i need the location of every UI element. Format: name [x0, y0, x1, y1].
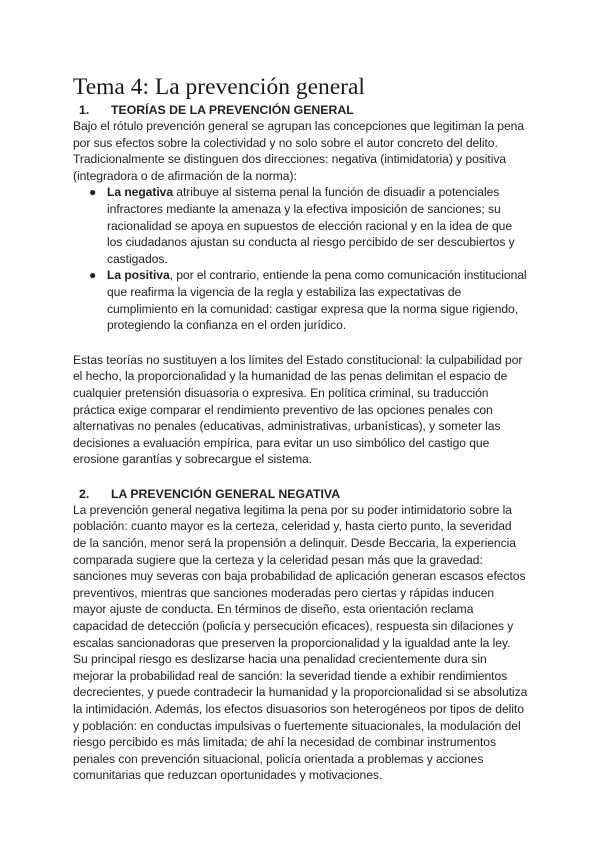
- spacer: [73, 468, 528, 486]
- document-page: [73, 72, 528, 784]
- bullet-icon: ●: [89, 268, 97, 283]
- bullet-text: atribuye al sistema penal la función de disuadir a potenciales infractores mediante la amenaza y la efectiva imposición de sanciones; su racionalidad se apoya en supuestos de elección racional y en la idea de que los ciudadanos ajustan su conducta al riesgo percibido de ser descubiertos y castigados.: [107, 185, 515, 266]
- section-body: La prevención general negativa legitima la pena por su poder intimidatorio sobre la población: cuanto mayor es la certeza, celeridad y, hasta cierto punto, la severidad de la sanción, menor será la propensión a delinquir. Desde Beccaria, la experiencia comparada sugiere que la certeza y la celeridad pesan más que la gravedad: sanciones muy severas con baja probabilidad de aplicación generan escasos efectos preventivos, mientras que sanciones moderadas pero ciertas y rápidas inducen mayor ajuste de conducta. En términos de diseño, esta orientación reclama capacidad de detección (policía y persecución eficaces), respuesta sin dilaciones y escalas sancionadoras que preserven la proporcionalidad y la igualdad ante la ley. Su principal riesgo es deslizarse hacia una penalidad crecientemente dura sin mejorar la probabilidad real de sanción: la severidad tiende a exhibir rendimientos decrecientes, y puede contradecir la humanidad y la proporcionalidad si se absolutiza la intimidación. Además, los efectos disuasorios son heterogéneos por tipos de delito y población: en conductas impulsivas o fuertemente situacionales, la modulación del riesgo percibido es más limitada; de ahí la necesidad de combinar instrumentos penales con prevención situacional, policía orientada a problemas y acciones comunitarias que reduzcan oportunidades y motivaciones.: [73, 502, 528, 783]
- section-title: TEORÍAS DE LA PREVENCIÓN GENERAL: [111, 103, 354, 117]
- section-number: 2.: [79, 486, 90, 501]
- list-item: [73, 184, 528, 267]
- section-2: [73, 486, 528, 784]
- bullet-term: La positiva: [107, 268, 170, 283]
- bullet-term: La negativa: [107, 185, 173, 200]
- section-1: [73, 102, 528, 468]
- section-closing: Estas teorías no sustituyen a los límites del Estado constitucional: la culpabilidad por el hecho, la proporcionalidad y la humanidad de las penas delimitan el espacio de cualquier pretensión disuasoria o expresiva. En política criminal, su traducción práctica exige comparar el rendimiento preventivo de las opciones penales con alternativas no penales (educativas, administrativas, urbanísticas), y someter las decisiones a evaluación empírica, para evitar un uso simbólico del castigo que erosione garantías y sobrecargue el sistema.: [73, 352, 523, 467]
- page-title: Tema 4: La prevención general: [73, 74, 365, 100]
- bullet-icon: ●: [89, 185, 97, 200]
- bullet-text: , por el contrario, entiende la pena como comunicación institucional que reafirma la vigencia de la regla y estabiliza las expectativas de cumplimiento en la comunidad: castigar expresa que la norma sigue rigiendo, protegiendo la confianza en el orden jurídico.: [107, 268, 527, 333]
- section-heading: [73, 486, 528, 502]
- spacer: [73, 334, 528, 352]
- section-number: 1.: [79, 103, 90, 117]
- section-title: LA PREVENCIÓN GENERAL NEGATIVA: [111, 486, 341, 501]
- section-intro: Bajo el rótulo prevención general se agrupan las concepciones que legitiman la pena por sus efectos sobre la colectividad y no solo sobre el autor concreto del delito. Tradicionalmente se distinguen dos direcciones: negativa (intimidatoria) y positiva (integradora o de afirmación de la norma):: [73, 119, 525, 183]
- section-heading: [73, 102, 528, 118]
- list-item: [73, 267, 528, 333]
- bullet-list: [73, 184, 528, 333]
